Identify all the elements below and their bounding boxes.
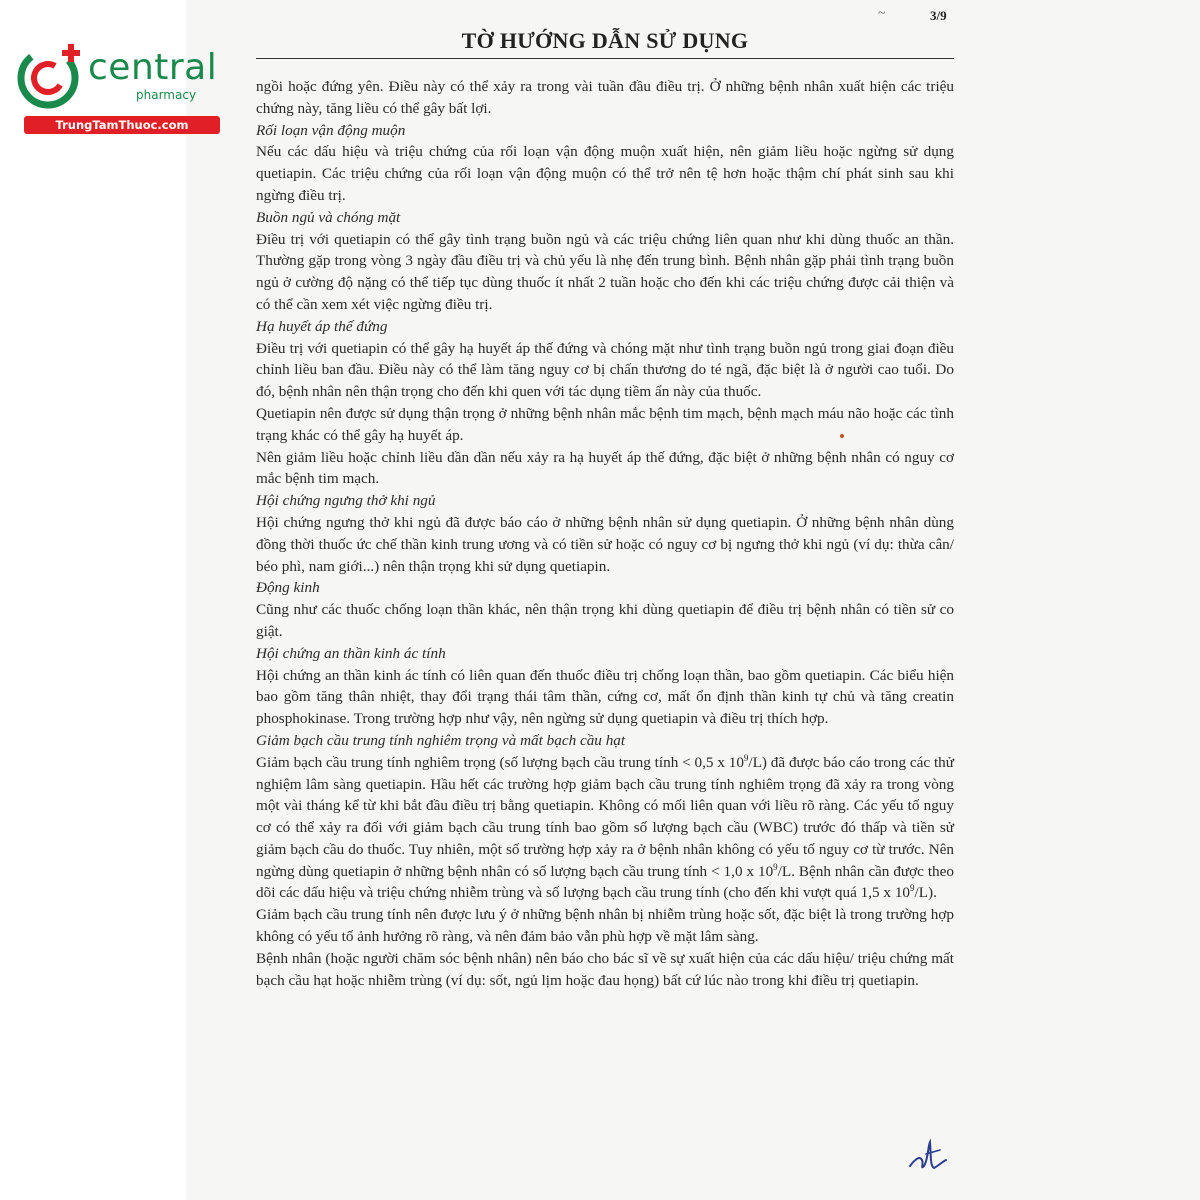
text-run: Giảm bạch cầu trung tính nghiêm trọng (số lượng bạch cầu trung tính < 0,5 x 10	[256, 753, 744, 771]
section-heading: Rối loạn vận động muộn	[256, 121, 406, 139]
logo-website[interactable]: TrungTamThuoc.com	[24, 116, 220, 134]
pharmacy-logo[interactable]	[12, 38, 218, 138]
ink-speck	[840, 434, 844, 438]
section-heading: Hội chứng an thần kinh ác tính	[256, 644, 446, 662]
scan-mark: ~	[878, 6, 886, 21]
paragraph-neutrophil-counts	[256, 752, 954, 905]
document-title: TỜ HƯỚNG DẪN SỬ DỤNG	[461, 28, 749, 53]
page-number: 3/9	[930, 8, 947, 23]
text-run: /L) đã được báo cáo trong các thử nghiệm lâm sàng quetiapin. Hầu hết các trường hợp giảm bạch cầu trung tính nghiêm trọng đã xảy ra trong vòng một vài tháng kể từ khi bắt đầu điều trị bằng quetiapin. Không có mối liên quan với liều rõ ràng. Các yếu tố nguy cơ có thể xảy ra đối với giảm bạch cầu trung tính bao gồm số lượng bạch cầu (WBC) trước đó thấp và tiền sử giảm bạch cầu do thuốc. Tuy nhiên, một số trường hợp xảy ra ở bệnh nhân không có yếu tố nguy cơ từ trước. Nên ngừng dùng quetiapin ở những bệnh nhân có số lượng bạch cầu trung tính < 1,0 x 10	[256, 753, 954, 880]
section-heading: Buồn ngủ và chóng mặt	[256, 208, 401, 226]
paragraph: ngồi hoặc đứng yên. Điều này có thể xảy ra trong vài tuần đầu điều trị. Ở những bệnh nhân xuất hiện các triệu chứng này, tăng liều có thể gây bất lợi.	[256, 78, 954, 117]
paragraph: Điều trị với quetiapin có thể gây hạ huyết áp thế đứng và chóng mặt như tình trạng buồn ngủ trong giai đoạn điều chỉnh liều ban đầu. Điều này có thể làm tăng nguy cơ bị chấn thương do té ngã, đặc biệt là ở người cao tuổi. Do đó, bệnh nhân nên thận trọng cho đến khi quen với tác dụng tiềm ẩn này của thuốc.	[256, 339, 954, 401]
paragraph: Cũng như các thuốc chống loạn thần khác, nên thận trọng khi dùng quetiapin để điều trị bệnh nhân có tiền sử co giật.	[256, 601, 954, 640]
paragraph: Bệnh nhân (hoặc người chăm sóc bệnh nhân) nên báo cho bác sĩ về sự xuất hiện của các dấu hiệu/ triệu chứng mất bạch cầu hạt hoặc nhiễm trùng (ví dụ: sốt, ngủ lịm hoặc đau họng) bất cứ lúc nào trong khi điều trị quetiapin.	[256, 949, 954, 989]
paragraph: Quetiapin nên được sử dụng thận trọng ở những bệnh nhân mắc bệnh tim mạch, bệnh mạch máu não hoặc các tình trạng khác có thể gây hạ huyết áp.	[256, 404, 954, 444]
logo-brand-name: central	[88, 47, 218, 88]
central-pharmacy-emblem-icon	[12, 38, 90, 116]
section-heading: Hạ huyết áp thế đứng	[256, 317, 388, 335]
section-heading: Động kinh	[256, 579, 320, 597]
exponent: 9	[773, 861, 778, 872]
document-body	[256, 76, 954, 991]
exponent: 9	[910, 883, 915, 894]
paragraph: Giảm bạch cầu trung tính nên được lưu ý ở những bệnh nhân bị nhiễm trùng hoặc sốt, đặc biệt là trong trường hợp không có yếu tố ảnh hưởng rõ ràng, và nên đảm bảo vẫn phù hợp về mặt lâm sàng.	[256, 906, 954, 946]
paragraph: Nên giảm liều hoặc chỉnh liều dần dần nếu xảy ra hạ huyết áp thế đứng, đặc biệt ở những bệnh nhân có nguy cơ mắc bệnh tim mạch.	[256, 448, 954, 488]
section-heading: Giảm bạch cầu trung tính nghiêm trọng và mất bạch cầu hạt	[256, 731, 626, 749]
logo-subtitle: pharmacy	[136, 88, 197, 102]
text-run: /L).	[914, 884, 937, 902]
paragraph: Điều trị với quetiapin có thể gây tình trạng buồn ngủ và các triệu chứng liên quan như khi dùng thuốc an thần. Thường gặp trong vòng 3 ngày đầu điều trị và chủ yếu là nhẹ đến trung bình. Bệnh nhân gặp phải tình trạng buồn ngủ ở cường độ nặng có thể tiếp tục dùng thuốc ít nhất 2 tuần hoặc cho đến khi các triệu chứng được cải thiện và có thể cần xem xét việc ngừng điều trị.	[256, 230, 954, 313]
exponent: 9	[743, 752, 749, 763]
paragraph: Hội chứng an thần kinh ác tính có liên quan đến thuốc điều trị chống loạn thần, bao gồm quetiapin. Các biểu hiện bao gồm tăng thân nhiệt, thay đổi trạng thái tâm thần, cứng cơ, mất ổn định thần kinh tự chủ và tăng creatin phosphokinase. Trong trường hợp như vậy, nên ngừng sử dụng quetiapin và điều trị thích hợp.	[256, 666, 954, 728]
text-run: /L. Bệnh nhân cần được theo dõi các dấu hiệu và triệu chứng nhiễm trùng và số lượng bạch cầu trung tính (cho đến khi vượt quá 1,5 x 10	[256, 862, 954, 902]
title-rule	[256, 58, 954, 59]
paragraph: Hội chứng ngưng thở khi ngủ đã được báo cáo ở những bệnh nhân sử dụng quetiapin. Ở những bệnh nhân dùng đồng thời thuốc ức chế thần kinh trung ương và có tiền sử hoặc có nguy cơ bị ngưng thở khi ngủ (ví dụ: thừa cân/ béo phì, nam giới...) nên thận trọng khi sử dụng quetiapin.	[256, 513, 954, 575]
paragraph: Nếu các dấu hiệu và triệu chứng của rối loạn vận động muộn xuất hiện, nên giảm liều hoặc ngừng sử dụng quetiapin. Các triệu chứng của rối loạn vận động muộn có thể trở nên tệ hơn hoặc thậm chí phát sinh sau khi ngừng điều trị.	[256, 143, 954, 204]
section-heading: Hội chứng ngưng thở khi ngủ	[256, 492, 436, 510]
signature-icon	[906, 1136, 950, 1176]
